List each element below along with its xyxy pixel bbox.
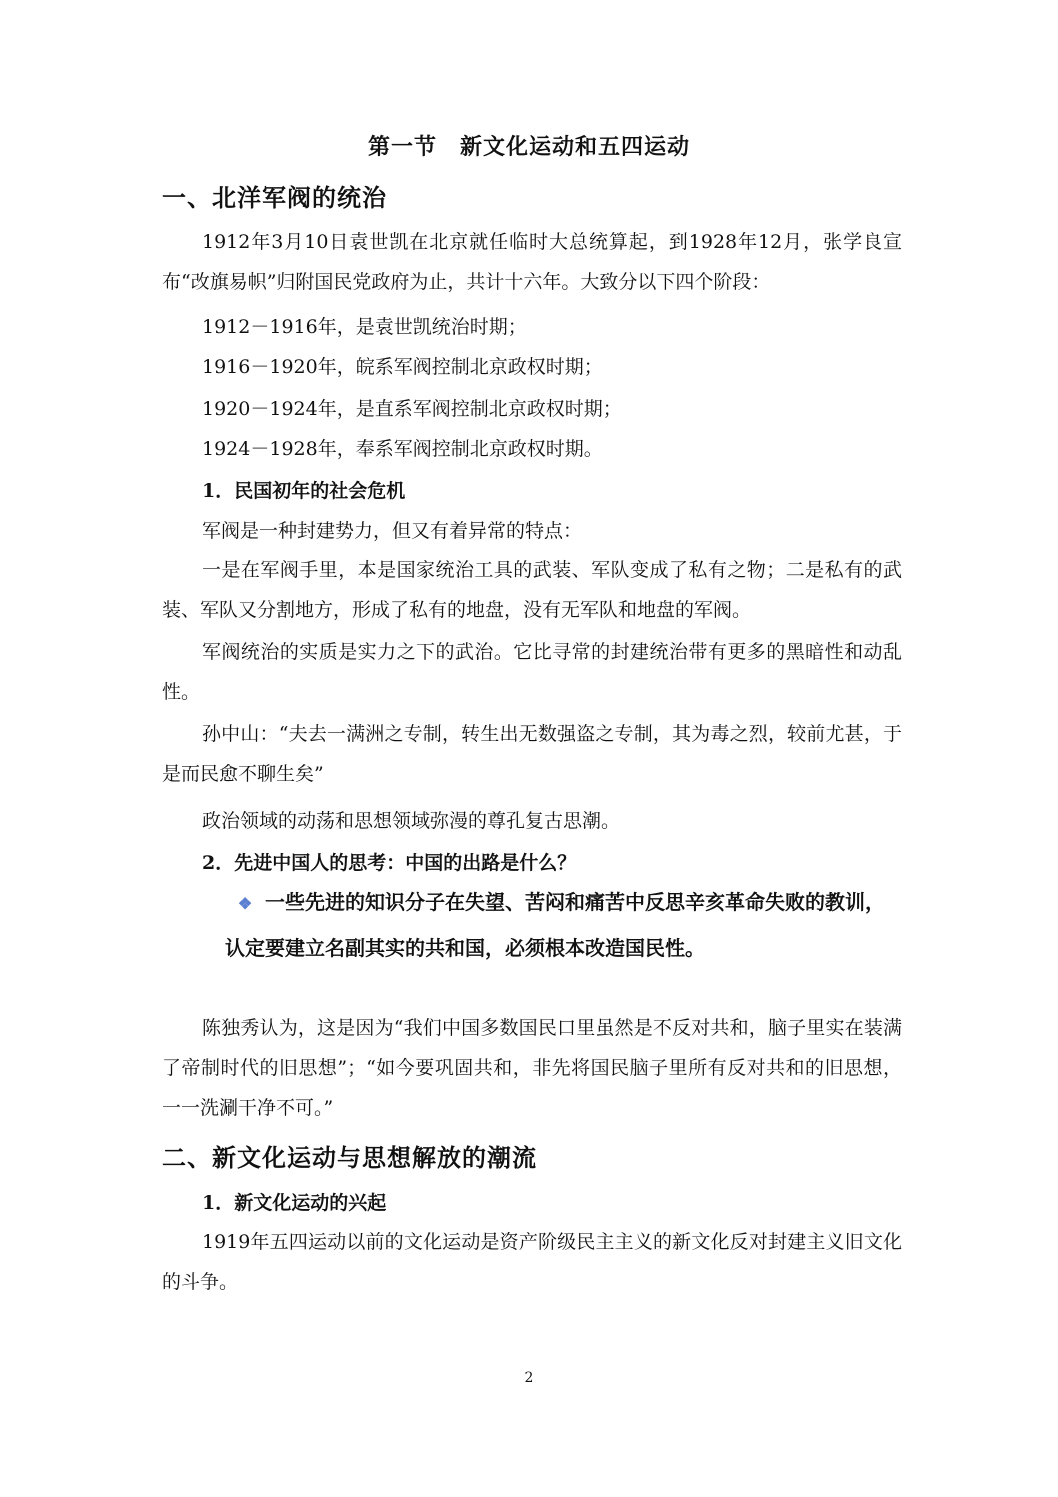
paragraph: 陈独秀认为，这是因为“我们中国多数国民口里虽然是不反对共和，脑子里实在装满了帝制时代的旧思想”；“如今要巩固共和，非先将国民脑子里所有反对共和的旧思想，一一洗涮干净不可。” [162,1017,902,1119]
highlight-block [225,880,895,970]
quote-paragraph: 孙中山：“夫去一满洲之专制，转生出无数强盗之专制，其为毒之烈，较前尤甚，于是而民愈不聊生矣” [162,723,902,785]
period-line: 1916－1920年，皖系军阀控制北京政权时期； [202,356,603,378]
paragraph: 军阀统治的实质是实力之下的武治。它比寻常的封建统治带有更多的黑暗性和动乱性。 [162,641,902,703]
subheading-3: 1．新文化运动的兴起 [202,1192,387,1214]
paragraph: 政治领域的动荡和思想领域弥漫的尊孔复古思潮。 [202,810,621,832]
period-line: 1912－1916年，是袁世凯统治时期； [202,316,527,338]
section-heading-2: 二、新文化运动与思想解放的潮流 [162,1143,537,1172]
paragraph-intro: 1912年3月10日袁世凯在北京就任临时大总统算起，到1928年12月，张学良宣布“改旗易帜”归附国民党政府为止，共计十六年。大致分以下四个阶段： [162,231,902,293]
subheading-2: 2．先进中国人的思考：中国的出路是什么？ [202,852,577,874]
highlight-text: 一些先进的知识分子在失望、苦闷和痛苦中反思辛亥革命失败的教训，认定要建立名副其实的共和国，必须根本改造国民性。 [225,890,885,960]
page-title: 第一节 新文化运动和五四运动 [367,134,690,160]
section-heading-1: 一、北洋军阀的统治 [162,183,387,212]
period-line: 1920－1924年，是直系军阀控制北京政权时期； [202,398,622,420]
paragraph: 军阀是一种封建势力，但又有着异常的特点： [202,520,583,542]
subheading-1: 1．民国初年的社会危机 [202,480,406,502]
page-number: 2 [524,1370,534,1386]
paragraph: 1919年五四运动以前的文化运动是资产阶级民主主义的新文化反对封建主义旧文化的斗争。 [162,1231,902,1293]
period-line: 1924－1928年，奉系军阀控制北京政权时期。 [202,438,603,460]
paragraph: 一是在军阀手里，本是国家统治工具的武装、军队变成了私有之物；二是私有的武装、军队又分割地方，形成了私有的地盘，没有无军队和地盘的军阀。 [162,559,902,621]
diamond-bullet-icon: ❖ [237,894,253,913]
